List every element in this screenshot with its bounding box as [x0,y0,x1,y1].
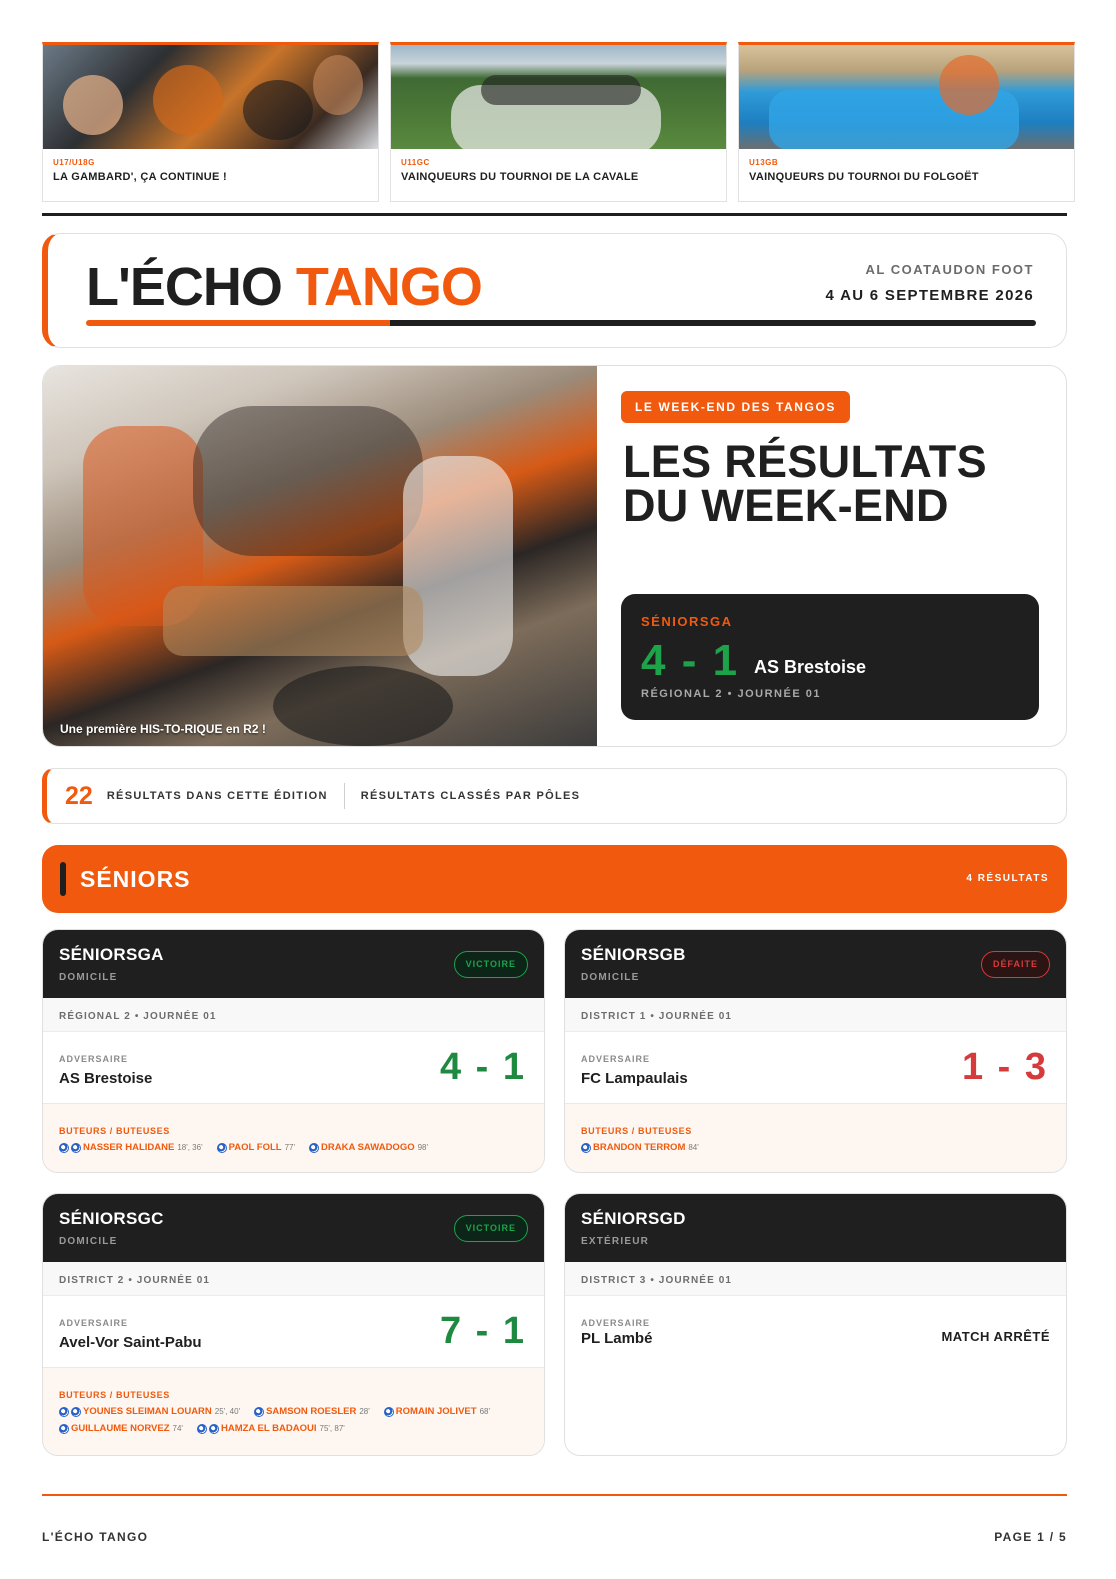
masthead-bar [86,320,1036,326]
scorer: PAOL FOLL 77' [217,1142,295,1153]
scorer: DRAKA SAWADOGO 98' [309,1142,428,1153]
ball-icon [59,1143,69,1153]
match-status: MATCH ARRÊTÉ [941,1329,1050,1344]
result-badge: VICTOIRE [454,1215,528,1242]
results-count: 22 [65,781,93,810]
match-body [565,1032,1066,1104]
competition-info: DISTRICT 3 • JOURNÉE 01 [565,1262,1066,1296]
scorer: BRANDON TERROM 84' [581,1142,699,1153]
club-name: AL COATAUDON FOOT [865,262,1034,277]
sort-label: RÉSULTATS CLASSÉS PAR PÔLES [360,790,581,802]
scorers-block [565,1104,1066,1173]
match-card [564,1193,1067,1456]
scorer: SAMSON ROESLER 28' [254,1406,370,1417]
match-card [42,929,545,1173]
venue: DOMICILE [59,1236,118,1247]
ball-icon [71,1407,81,1417]
venue: DOMICILE [59,972,118,983]
featured-score-card [621,594,1039,720]
opponent-name: FC Lampaulais [581,1070,688,1087]
edition-date: 4 AU 6 SEPTEMBRE 2026 [825,287,1034,304]
ball-icon [309,1143,319,1153]
section-bar [60,862,66,896]
news-photo [391,45,726,149]
scorers-label: BUTEURS / BUTEUSES [59,1126,170,1136]
newsletter-title: L'ÉCHO TANGO [86,257,482,317]
competition-info: RÉGIONAL 2 • JOURNÉE 01 [43,998,544,1032]
hero-feature [42,365,1067,747]
scorers-list [59,1142,528,1159]
team-name: SÉNIORSGA [641,614,733,629]
score: 4 - 1 [439,1046,526,1088]
hero-tag: LE WEEK-END DES TANGOS [621,391,850,423]
news-card[interactable] [738,42,1075,202]
opponent-name: AS Brestoise [59,1070,153,1087]
news-tag: U13GB [749,158,779,167]
result-badge: DÉFAITE [981,951,1050,978]
result-badge: VICTOIRE [454,951,528,978]
opponent-name: Avel-Vor Saint-Pabu [59,1334,202,1351]
match-body [565,1296,1066,1368]
opponent-label: ADVERSAIRE [59,1318,129,1328]
scorers-block [43,1368,544,1456]
scorers-list [581,1142,1050,1159]
ball-icon [254,1407,264,1417]
ball-icon [581,1143,591,1153]
results-count-label: RÉSULTATS DANS CETTE ÉDITION [106,790,328,802]
match-body [43,1032,544,1104]
match-header [565,1194,1066,1262]
hero-headline: LES RÉSULTATS DU WEEK-END [623,436,987,531]
venue: DOMICILE [581,972,640,983]
news-card[interactable] [42,42,379,202]
ball-icon [384,1407,394,1417]
ball-icon [59,1407,69,1417]
footer-rule [42,1494,1067,1496]
opponent-label: ADVERSAIRE [59,1054,129,1064]
opponent-name: PL Lambé [581,1330,653,1347]
opponent-label: ADVERSAIRE [581,1318,651,1328]
opponent-name: AS Brestoise [754,657,867,677]
results-summary [42,768,1067,824]
section-title: SÉNIORS [80,866,191,892]
news-card[interactable] [390,42,727,202]
news-tag: U17/U18G [53,158,95,167]
opponent-label: ADVERSAIRE [581,1054,651,1064]
news-title: LA GAMBARD', ÇA CONTINUE ! [53,171,227,183]
news-photo [43,45,378,149]
photo-caption: Une première HIS-TO-RIQUE en R2 ! [60,722,266,736]
competition-info: DISTRICT 1 • JOURNÉE 01 [565,998,1066,1032]
news-photo [739,45,1074,149]
score: 4 - 1 [641,636,740,685]
scorer: ROMAIN JOLIVET 68' [384,1406,490,1417]
scorer: NASSER HALIDANE 18', 36' [59,1142,203,1153]
scorers-list [59,1406,528,1440]
match-header [43,930,544,998]
team-name: SÉNIORSGD [581,1209,686,1228]
ball-icon [209,1424,219,1434]
masthead [42,233,1067,348]
scorers-label: BUTEURS / BUTEUSES [581,1126,692,1136]
ball-icon [197,1424,207,1434]
divider [344,783,345,809]
match-header [43,1194,544,1262]
footer-title: L'ÉCHO TANGO [42,1530,149,1544]
ball-icon [59,1424,69,1434]
score: 1 - 3 [961,1046,1048,1088]
scorers-label: BUTEURS / BUTEUSES [59,1390,170,1400]
scorer: GUILLAUME NORVEZ 74' [59,1423,183,1434]
match-card [42,1193,545,1456]
news-tag: U11GC [401,158,430,167]
venue: EXTÉRIEUR [581,1236,650,1247]
divider [42,213,1067,216]
hero-photo [43,366,597,747]
team-name: SÉNIORSGB [581,945,686,964]
ball-icon [71,1143,81,1153]
team-name: SÉNIORSGA [59,945,164,964]
page-number: PAGE 1 / 5 [994,1530,1067,1544]
score: 7 - 1 [439,1310,526,1352]
scorer: HAMZA EL BADAOUI 75', 87' [197,1423,345,1434]
news-title: VAINQUEURS DU TOURNOI DU FOLGOËT [749,171,979,183]
news-strip [42,42,1075,202]
section-banner [42,845,1067,913]
scorers-block [43,1104,544,1173]
match-body [43,1296,544,1368]
scorer: YOUNES SLEIMAN LOUARN 25', 40' [59,1406,240,1417]
match-header [565,930,1066,998]
news-title: VAINQUEURS DU TOURNOI DE LA CAVALE [401,171,639,183]
team-name: SÉNIORSGC [59,1209,164,1228]
match-card [564,929,1067,1173]
ball-icon [217,1143,227,1153]
competition-info: DISTRICT 2 • JOURNÉE 01 [43,1262,544,1296]
competition-info: RÉGIONAL 2 • JOURNÉE 01 [641,688,821,700]
section-count: 4 RÉSULTATS [966,873,1049,884]
